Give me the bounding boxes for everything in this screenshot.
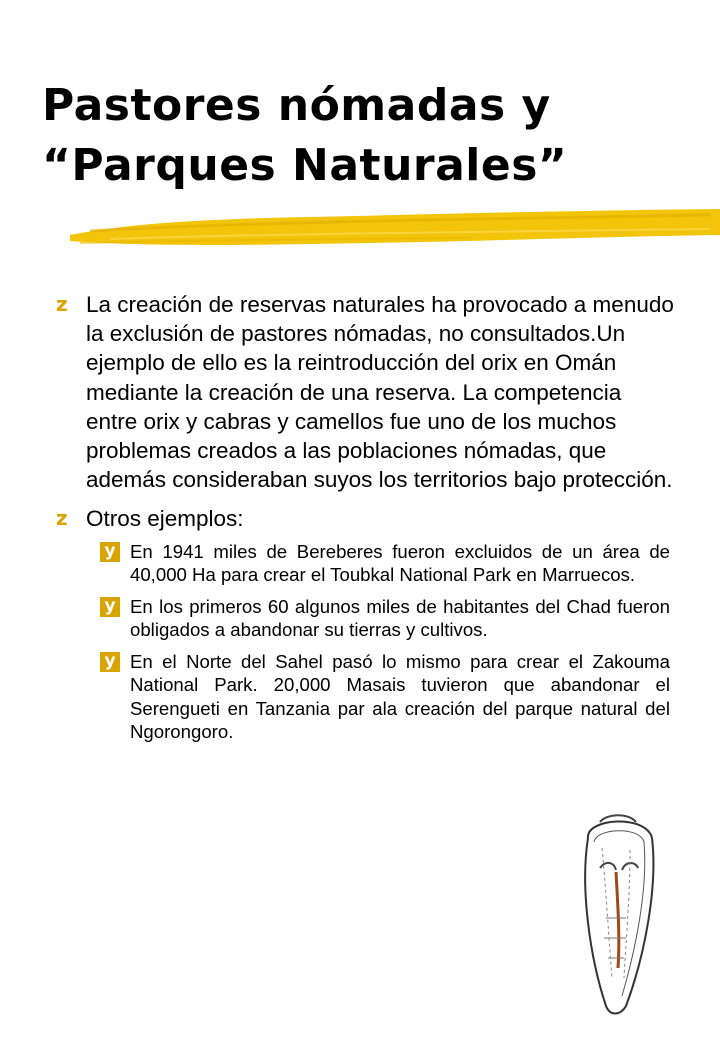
bullet-text: Otros ejemplos: (86, 506, 244, 532)
sub-bullet-text: En 1941 miles de Bereberes fueron excluidos de un área de 40,000 Ha para crear el Toubkal National Park en Marruecos. (130, 540, 670, 586)
y-bullet-icon: y (100, 652, 120, 672)
yellow-brush-stroke (70, 205, 720, 253)
sub-bullet-list (100, 540, 690, 744)
tribal-mask-illustration (566, 808, 666, 1018)
z-bullet-icon: z (56, 292, 68, 316)
title-line-2: “Parques Naturales” (42, 140, 568, 191)
sub-bullet-text: En el Norte del Sahel pasó lo mismo para crear el Zakouma National Park. 20,000 Masais tuvieron que abandonar el Serengueti en Tanzania par ala creación del parque natural del Ngorongoro. (130, 650, 670, 743)
title-line-1: Pastores nómadas y (42, 80, 551, 131)
z-bullet-icon: z (56, 506, 68, 531)
sub-bullet-item (100, 595, 690, 642)
sub-bullet-item (100, 540, 690, 587)
bullet-item (50, 504, 690, 533)
sub-bullet-item (100, 650, 690, 744)
y-bullet-icon: y (100, 542, 120, 562)
sub-bullet-text: En los primeros 60 algunos miles de habitantes del Chad fueron obligados a abandonar su tierras y cultivos. (130, 595, 670, 641)
y-bullet-icon: y (100, 597, 120, 617)
slide-content (50, 290, 690, 752)
bullet-text: La creación de reservas naturales ha provocado a menudo la exclusión de pastores nómadas, no consultados.Un ejemplo de ello es la reintroducción del orix en Omán mediante la creación de una reserva. La competencia entre orix y cabras y camellos fue uno de los muchos problemas creados a las poblaciones nómadas, que además consideraban suyos los territorios bajo protección. (86, 292, 674, 493)
bullet-item (50, 290, 690, 494)
slide-title (42, 76, 567, 196)
